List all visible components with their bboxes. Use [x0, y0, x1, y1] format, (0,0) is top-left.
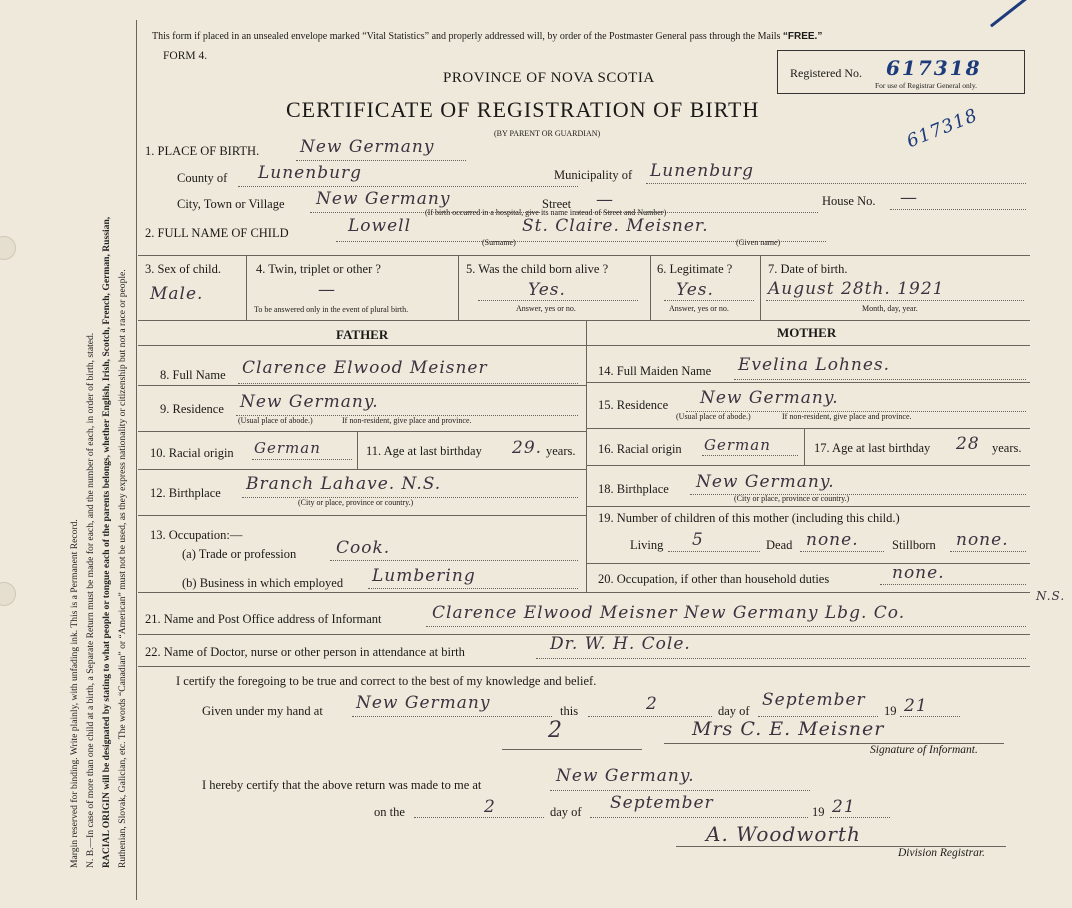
sex-value: Male. — [150, 284, 204, 304]
dotted-line — [590, 817, 808, 818]
dotted-line — [588, 716, 712, 717]
check-mark — [990, 0, 1027, 27]
dotted-line — [368, 588, 578, 589]
rule-line — [138, 345, 1030, 346]
father-heading: FATHER — [336, 327, 389, 342]
rule-line — [138, 592, 1030, 593]
mother-name-value: Evelina Lohnes. — [738, 355, 891, 375]
dotted-line — [890, 209, 1026, 210]
child-surname-value: Lowell — [348, 216, 412, 236]
dotted-line — [766, 300, 1024, 301]
mother-age-value: 28 — [956, 434, 980, 454]
city-label: City, Town or Village — [177, 197, 285, 211]
dotted-line — [352, 716, 552, 717]
father-name-value: Clarence Elwood Meisner — [242, 358, 488, 378]
dotted-line — [702, 455, 798, 456]
mother-name-label: 14. Full Maiden Name — [598, 364, 712, 378]
margin-border — [136, 20, 137, 900]
column-divider — [804, 428, 805, 465]
father-residence-value: New Germany. — [240, 392, 379, 412]
rule-line — [138, 515, 586, 516]
mother-heading: MOTHER — [777, 325, 837, 340]
dotted-line — [550, 790, 810, 791]
dotted-line — [734, 379, 1026, 380]
mother-abode-note: (Usual place of abode.) — [676, 412, 751, 421]
dotted-line — [664, 300, 754, 301]
born-alive-note: Answer, yes or no. — [516, 304, 576, 313]
mother-race-value: German — [704, 436, 771, 454]
city-value: New Germany — [316, 189, 451, 209]
legitimate-value: Yes. — [676, 280, 714, 300]
margin-note-binding: Margin reserved for binding. Write plainly, with unfading ink. This is a Permanent Record. — [69, 519, 80, 868]
registrar-use-note: For use of Registrar General only. — [875, 81, 977, 90]
certify-statement: I certify the foregoing to be true and correct to the best of my knowledge and belief. — [176, 674, 597, 688]
registrar-day-value: 2 — [484, 797, 496, 817]
mother-residence-value: New Germany. — [700, 388, 839, 408]
house-number-label: House No. — [822, 194, 876, 208]
informant-mark: 2 — [548, 718, 563, 743]
mother-birthplace-value: New Germany. — [696, 472, 835, 492]
twin-note: To be answered only in the event of plural birth. — [254, 305, 409, 314]
informant-label: 21. Name and Post Office address of Informant — [145, 612, 382, 626]
father-race-value: German — [254, 439, 321, 457]
given-year-prefix: 19 — [884, 704, 897, 718]
dead-label: Dead — [766, 538, 793, 552]
doctor-value: Dr. W. H. Cole. — [550, 634, 691, 654]
father-trade-value: Cook. — [336, 538, 391, 558]
registrar-signature: A. Woodworth — [706, 822, 861, 846]
father-occupation-label: 13. Occupation:— — [150, 528, 243, 542]
living-label: Living — [630, 538, 664, 552]
dotted-line — [330, 560, 578, 561]
sex-label: 3. Sex of child. — [145, 262, 222, 276]
doctor-label: 22. Name of Doctor, nurse or other person in attendance at birth — [145, 645, 465, 659]
column-divider — [246, 255, 247, 320]
date-of-birth-note: Month, day, year. — [862, 304, 918, 313]
dotted-line — [758, 716, 878, 717]
dotted-line — [646, 183, 1026, 184]
dotted-line — [950, 551, 1026, 552]
informant-value: Clarence Elwood Meisner New Germany Lbg. Co. — [432, 603, 906, 623]
rule-line — [586, 465, 1030, 466]
surname-caption: (Surname) — [482, 238, 516, 247]
place-of-birth-label: 1. PLACE OF BIRTH. — [145, 144, 260, 158]
twin-value: — — [318, 280, 336, 300]
street-value: — — [596, 190, 614, 210]
column-divider — [650, 255, 651, 320]
binding-hole — [0, 582, 16, 606]
legitimate-note: Answer, yes or no. — [669, 304, 729, 313]
this-label: this — [560, 704, 579, 718]
informant-signature: Mrs C. E. Meisner — [692, 718, 885, 740]
dotted-line — [880, 584, 1026, 585]
margin-registration-number: 617318 — [903, 104, 981, 153]
mother-residence-label: 15. Residence — [598, 398, 669, 412]
registrar-place-value: New Germany. — [556, 766, 695, 786]
father-name-label: 8. Full Name — [160, 368, 226, 382]
given-under-hand-label: Given under my hand at — [202, 704, 323, 718]
margin-note-racial-origin-cont: Ruthenian, Slovak, Galician, etc. The words “Canadian” or “American” must not be used, as they express nationality or citizenship but not a race or people. — [117, 269, 128, 868]
rule-line — [586, 382, 1030, 383]
dotted-line — [668, 551, 760, 552]
rule-line — [138, 431, 586, 432]
house-number-value: — — [900, 188, 918, 208]
registrar-year-prefix: 19 — [812, 805, 825, 819]
given-place-value: New Germany — [356, 693, 491, 713]
registrar-month-value: September — [610, 793, 714, 813]
division-registrar-caption: Division Registrar. — [898, 847, 985, 859]
date-of-birth-value: August 28th. 1921 — [768, 279, 945, 299]
rule-line — [138, 385, 586, 386]
given-month-value: September — [762, 690, 866, 710]
dotted-line — [252, 459, 352, 460]
father-business-value: Lumbering — [372, 566, 476, 586]
rule-line — [586, 428, 1030, 429]
column-divider — [357, 431, 358, 469]
place-of-birth-value: New Germany — [300, 137, 435, 157]
dotted-line — [238, 186, 578, 187]
living-value: 5 — [692, 530, 704, 550]
county-label: County of — [177, 171, 228, 185]
informant-suffix: N.S. — [1036, 589, 1066, 603]
margin-note-multiple-births: N. B.—In case of more than one child at a birth, a Separate Return must be made for each, and the number of each, in order of birth, stated. — [85, 332, 96, 868]
rule-line — [138, 320, 1030, 321]
mother-occupation-value: none. — [892, 563, 945, 583]
dotted-line — [296, 160, 466, 161]
father-race-label: 10. Racial origin — [150, 446, 234, 460]
dead-value: none. — [806, 530, 859, 550]
child-given-name-value: St. Claire. Meisner. — [522, 216, 709, 236]
father-residence-label: 9. Residence — [160, 402, 224, 416]
binding-hole — [0, 236, 16, 260]
stillborn-label: Stillborn — [892, 538, 936, 552]
hospital-note: (If birth occurred in a hospital, give its name instead of Street and Number) — [425, 208, 667, 217]
stillborn-value: none. — [956, 530, 1009, 550]
father-birthplace-label: 12. Birthplace — [150, 486, 221, 500]
mother-years-label: years. — [992, 441, 1022, 455]
dotted-line — [900, 716, 960, 717]
margin-note-racial-origin: RACIAL ORIGIN will be designated by stating to what people or tongue each of the parents belongs, whether English, Irish, Scotch, French, German, Russian, — [101, 216, 112, 868]
municipality-value: Lunenburg — [650, 161, 755, 181]
signature-of-informant-caption: Signature of Informant. — [870, 744, 978, 756]
on-the-label: on the — [374, 805, 405, 819]
child-name-label: 2. FULL NAME OF CHILD — [145, 226, 289, 240]
form-number: FORM 4. — [163, 50, 208, 62]
mail-notice: This form if placed in an unsealed envelope marked “Vital Statistics” and properly addressed will, by order of the Postmaster General pass through the Mails “FREE.” — [152, 31, 823, 42]
mother-occupation-label: 20. Occupation, if other than household duties — [598, 572, 830, 586]
father-abode-note: (Usual place of abode.) — [238, 416, 313, 425]
father-nonresident-note: If non-resident, give place and province. — [342, 416, 472, 425]
legitimate-label: 6. Legitimate ? — [657, 262, 733, 276]
registered-label: Registered No. — [790, 66, 862, 80]
given-name-caption: (Given name) — [736, 238, 781, 247]
rule-line — [138, 469, 586, 470]
rule-line — [502, 749, 642, 750]
mother-race-label: 16. Racial origin — [598, 442, 682, 456]
father-birthplace-value: Branch Lahave. N.S. — [246, 474, 442, 494]
father-years-label: years. — [546, 444, 576, 458]
registrar-statement: I hereby certify that the above return was made to me at — [202, 778, 482, 792]
dotted-line — [426, 626, 1026, 627]
dotted-line — [830, 817, 890, 818]
given-year-value: 21 — [904, 696, 928, 716]
mother-nonresident-note: If non-resident, give place and province. — [782, 412, 912, 421]
children-count-label: 19. Number of children of this mother (including this child.) — [598, 511, 900, 525]
father-birthplace-note: (City or place, province or country.) — [298, 498, 414, 507]
subtitle: (BY PARENT OR GUARDIAN) — [494, 129, 601, 138]
father-age-value: 29. — [512, 438, 543, 458]
column-divider — [760, 255, 761, 320]
given-day-of-label: day of — [718, 704, 750, 718]
province-heading: PROVINCE OF NOVA SCOTIA — [443, 70, 655, 86]
registrar-day-of-label: day of — [550, 805, 582, 819]
mother-birthplace-label: 18. Birthplace — [598, 482, 669, 496]
date-of-birth-label: 7. Date of birth. — [768, 262, 848, 276]
born-alive-label: 5. Was the child born alive ? — [466, 262, 609, 276]
registered-number: 617318 — [886, 56, 982, 80]
dotted-line — [478, 300, 638, 301]
father-age-label: 11. Age at last birthday — [366, 444, 482, 458]
street-label: Street — [542, 197, 572, 211]
column-divider — [586, 320, 587, 592]
mother-birthplace-note: (City or place, province or country.) — [734, 494, 850, 503]
rule-line — [138, 255, 1030, 256]
dotted-line — [536, 658, 1026, 659]
rule-line — [586, 506, 1030, 507]
dotted-line — [238, 383, 578, 384]
father-trade-label: (a) Trade or profession — [182, 547, 297, 561]
registrar-year-value: 21 — [832, 797, 856, 817]
mother-age-label: 17. Age at last birthday — [814, 441, 931, 455]
column-divider — [458, 255, 459, 320]
rule-line — [138, 666, 1030, 667]
page-title: CERTIFICATE OF REGISTRATION OF BIRTH — [286, 97, 760, 122]
given-day-value: 2 — [646, 694, 658, 714]
municipality-label: Municipality of — [554, 168, 633, 182]
dotted-line — [414, 817, 544, 818]
born-alive-value: Yes. — [528, 280, 566, 300]
dotted-line — [800, 551, 884, 552]
father-business-label: (b) Business in which employed — [182, 576, 344, 590]
county-value: Lunenburg — [258, 163, 363, 183]
rule-line — [586, 563, 1030, 564]
twin-label: 4. Twin, triplet or other ? — [256, 262, 381, 276]
